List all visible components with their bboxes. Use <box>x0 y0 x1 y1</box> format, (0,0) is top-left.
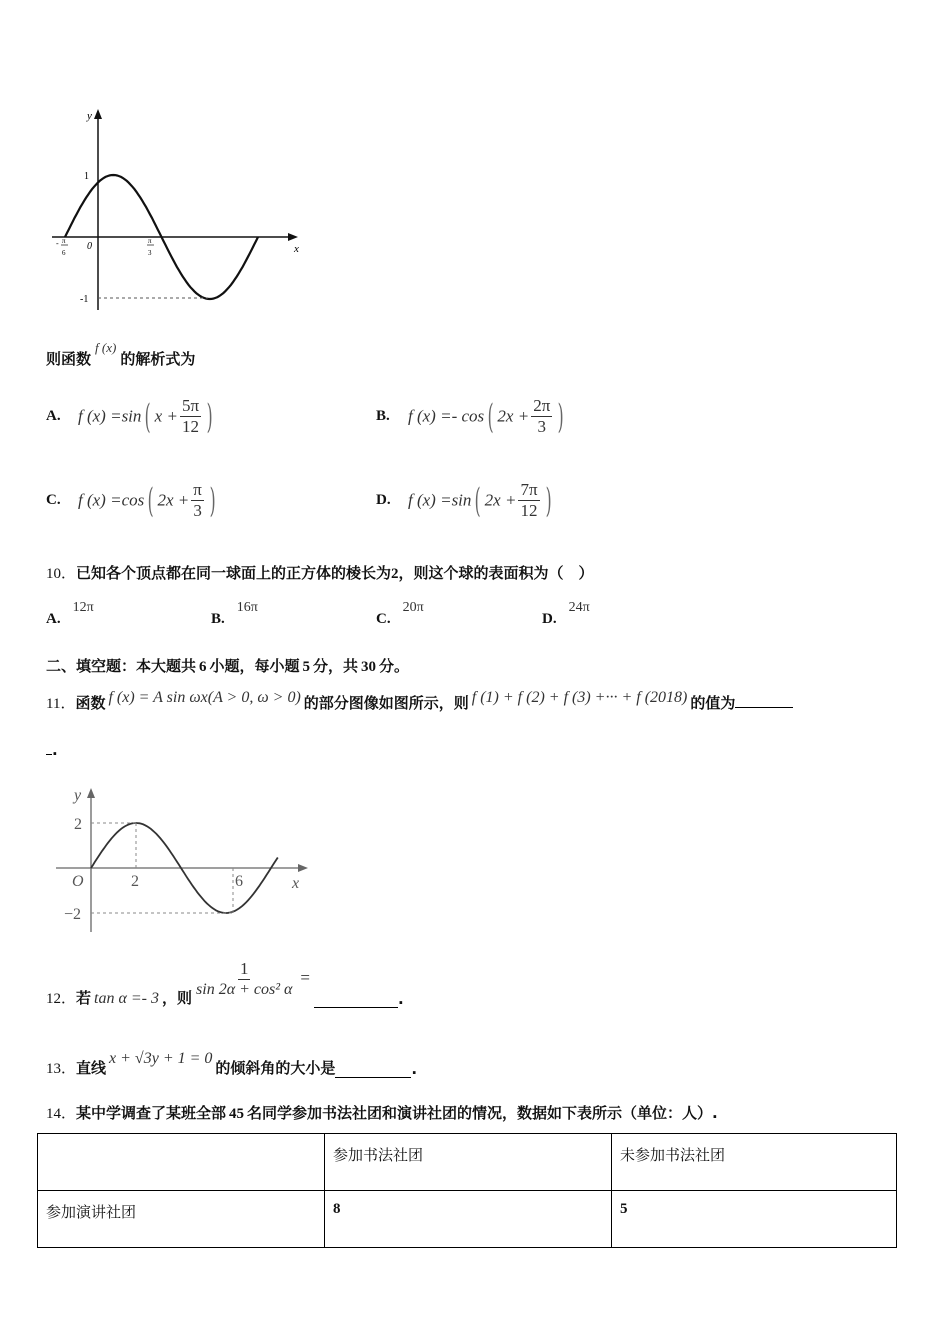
option-fraction: $\frac{5\pi}{12}$ <box>181 396 200 436</box>
tick-y-minus-2: −2 <box>64 906 82 923</box>
y-axis-label: y <box>74 787 82 804</box>
option-inner: x + <box>154 406 178 426</box>
x-axis-label: x <box>292 875 300 892</box>
q11-answer-blank[interactable] <box>735 693 793 708</box>
q13-eq: x + √3y + 1 = 0 <box>109 1050 213 1067</box>
q9-option-d[interactable]: D. f (x) =sin ( 2x + $\frac{7\pi}{12}$ ) <box>376 480 552 521</box>
option-fraction: $\frac{7\pi}{12}$ <box>520 480 538 520</box>
option-fraction: $\frac{\pi}{3}$ <box>193 480 202 520</box>
option-label: A. <box>46 611 61 627</box>
option-lhs: f (x) =sin <box>78 406 142 426</box>
section-heading: 二、填空题：本大题共 6 小题，每小题 5 分，共 30 分。 <box>46 657 410 675</box>
tick-y-bottom: -1 <box>80 294 89 305</box>
table-cell: 参加演讲社团 <box>38 1191 325 1248</box>
origin-label: O <box>72 873 84 890</box>
option-inner: 2x + <box>484 490 517 510</box>
tick-x-right-num: π <box>148 237 152 245</box>
q13-number: 13． <box>46 1061 77 1077</box>
q9-stem-fx: f (x) <box>95 340 117 355</box>
sine-graph-1 <box>40 105 320 320</box>
tick-x-right-den: 3 <box>148 249 152 257</box>
tick-x-left-num: π <box>62 237 66 245</box>
q11-stem <box>46 689 793 713</box>
tick-x-6: 6 <box>235 873 243 890</box>
q10-option-a[interactable] <box>46 596 94 627</box>
option-inner: 2x + <box>497 406 530 426</box>
option-label: D. <box>542 611 557 627</box>
option-label: D. <box>376 492 391 508</box>
option-lhs: f (x) =cos <box>78 490 145 510</box>
q12-fraction: $\frac{1}{\text{sin 2α + cos² α}}$ <box>196 959 293 998</box>
option-value: 24π <box>568 600 590 615</box>
q10-edge: 2 <box>391 566 399 582</box>
q13-stem: 13． 直线 x + √3y + 1 = 0 的倾斜角的大小是 . <box>46 1050 418 1078</box>
q12-number: 12． <box>46 991 77 1007</box>
q12-eq: = <box>300 968 310 987</box>
option-value: 16π <box>236 600 258 615</box>
q9-stem-post: 的解析式为 <box>120 350 196 368</box>
q14-stem <box>46 1102 718 1123</box>
survey-table <box>37 1133 897 1248</box>
q11-pre: 函数 <box>75 694 106 712</box>
q14-n: 45 <box>229 1106 245 1122</box>
q10-option-c[interactable] <box>376 596 424 627</box>
option-label: B. <box>376 408 390 424</box>
option-value: 20π <box>402 600 424 615</box>
q12-answer-blank[interactable] <box>314 993 398 1008</box>
option-fraction: $\frac{2\pi}{3}$ <box>533 396 551 436</box>
option-lhs: f (x) =sin <box>408 490 472 510</box>
q14-number: 14． <box>46 1106 77 1122</box>
table-row <box>38 1191 897 1248</box>
y-axis-label: y <box>87 110 92 122</box>
q10-stem <box>46 562 594 583</box>
x-axis-label: x <box>294 243 299 255</box>
q9-option-a[interactable]: A. f (x) =sin ( x + $\frac{5\pi}{12}$ ) <box>46 396 213 437</box>
q12-mid: ，则 <box>162 989 193 1007</box>
q13-post: 的倾斜角的大小是 <box>215 1059 336 1077</box>
sine-graph-2 <box>50 782 320 942</box>
q12-pre: 若 <box>76 989 92 1007</box>
q13-answer-blank[interactable] <box>335 1063 411 1078</box>
q11-mid: 的部分图像如图所示，则 <box>303 694 469 712</box>
option-inner: 2x + <box>157 490 190 510</box>
tick-y-2: 2 <box>74 816 82 833</box>
q10-text: 已知各个顶点都在同一球面上的正方体的棱长为 <box>76 564 392 582</box>
q14-text-a: 某中学调查了某班全部 <box>76 1104 227 1122</box>
q9-stem <box>46 340 196 369</box>
q14-text-b: 名同学参加书法社团和演讲社团的情况，数据如下表所示（单位：人）. <box>247 1104 718 1122</box>
table-header-cell: 未参加书法社团 <box>612 1134 897 1191</box>
origin-label: 0 <box>87 241 92 252</box>
q11-func: f (x) = A sin ωx(A > 0, ω > 0) <box>108 689 301 706</box>
q11-sum: f (1) + f (2) + f (3) +··· + f (2018) <box>471 689 688 706</box>
q11-post: 的值为 <box>690 694 736 712</box>
option-label: A. <box>46 408 61 424</box>
tick-x-2: 2 <box>131 873 139 890</box>
tick-y-top: 1 <box>84 171 89 182</box>
table-cell: 8 <box>325 1191 612 1248</box>
option-label: C. <box>376 611 391 627</box>
q11-number: 11． <box>46 696 76 712</box>
table-header-row <box>38 1134 897 1191</box>
q10-option-d[interactable] <box>542 596 590 627</box>
q12-stem: 12． 若 tan α =- 3 ，则 $\frac{1}{\text{sin 2α + cos² α}}$ = . <box>46 959 404 1008</box>
option-label: B. <box>211 611 225 627</box>
q9-stem-pre: 则函数 <box>46 350 92 368</box>
q11-blank-continue[interactable]: . <box>46 740 58 759</box>
table-cell: 5 <box>612 1191 897 1248</box>
option-value: 12π <box>72 600 94 615</box>
q12-cond: tan α =- 3 <box>94 990 159 1007</box>
q13-pre: 直线 <box>76 1059 107 1077</box>
option-label: C. <box>46 492 61 508</box>
q9-option-b[interactable]: B. f (x) =- cos ( 2x + $\frac{2\pi}{3}$ ) <box>376 396 564 437</box>
option-lhs: f (x) =- cos <box>408 406 485 426</box>
q10-text2: ，则这个球的表面积为（ ） <box>398 564 594 582</box>
q10-option-b[interactable] <box>211 596 258 627</box>
table-header-cell <box>38 1134 325 1191</box>
table-header-cell: 参加书法社团 <box>325 1134 612 1191</box>
q9-option-c[interactable]: C. f (x) =cos ( 2x + $\frac{\pi}{3}$ ) <box>46 480 216 521</box>
q10-number: 10． <box>46 566 77 582</box>
tick-x-left-den: 6 <box>62 249 66 257</box>
tick-x-left-sign: - <box>56 239 59 248</box>
